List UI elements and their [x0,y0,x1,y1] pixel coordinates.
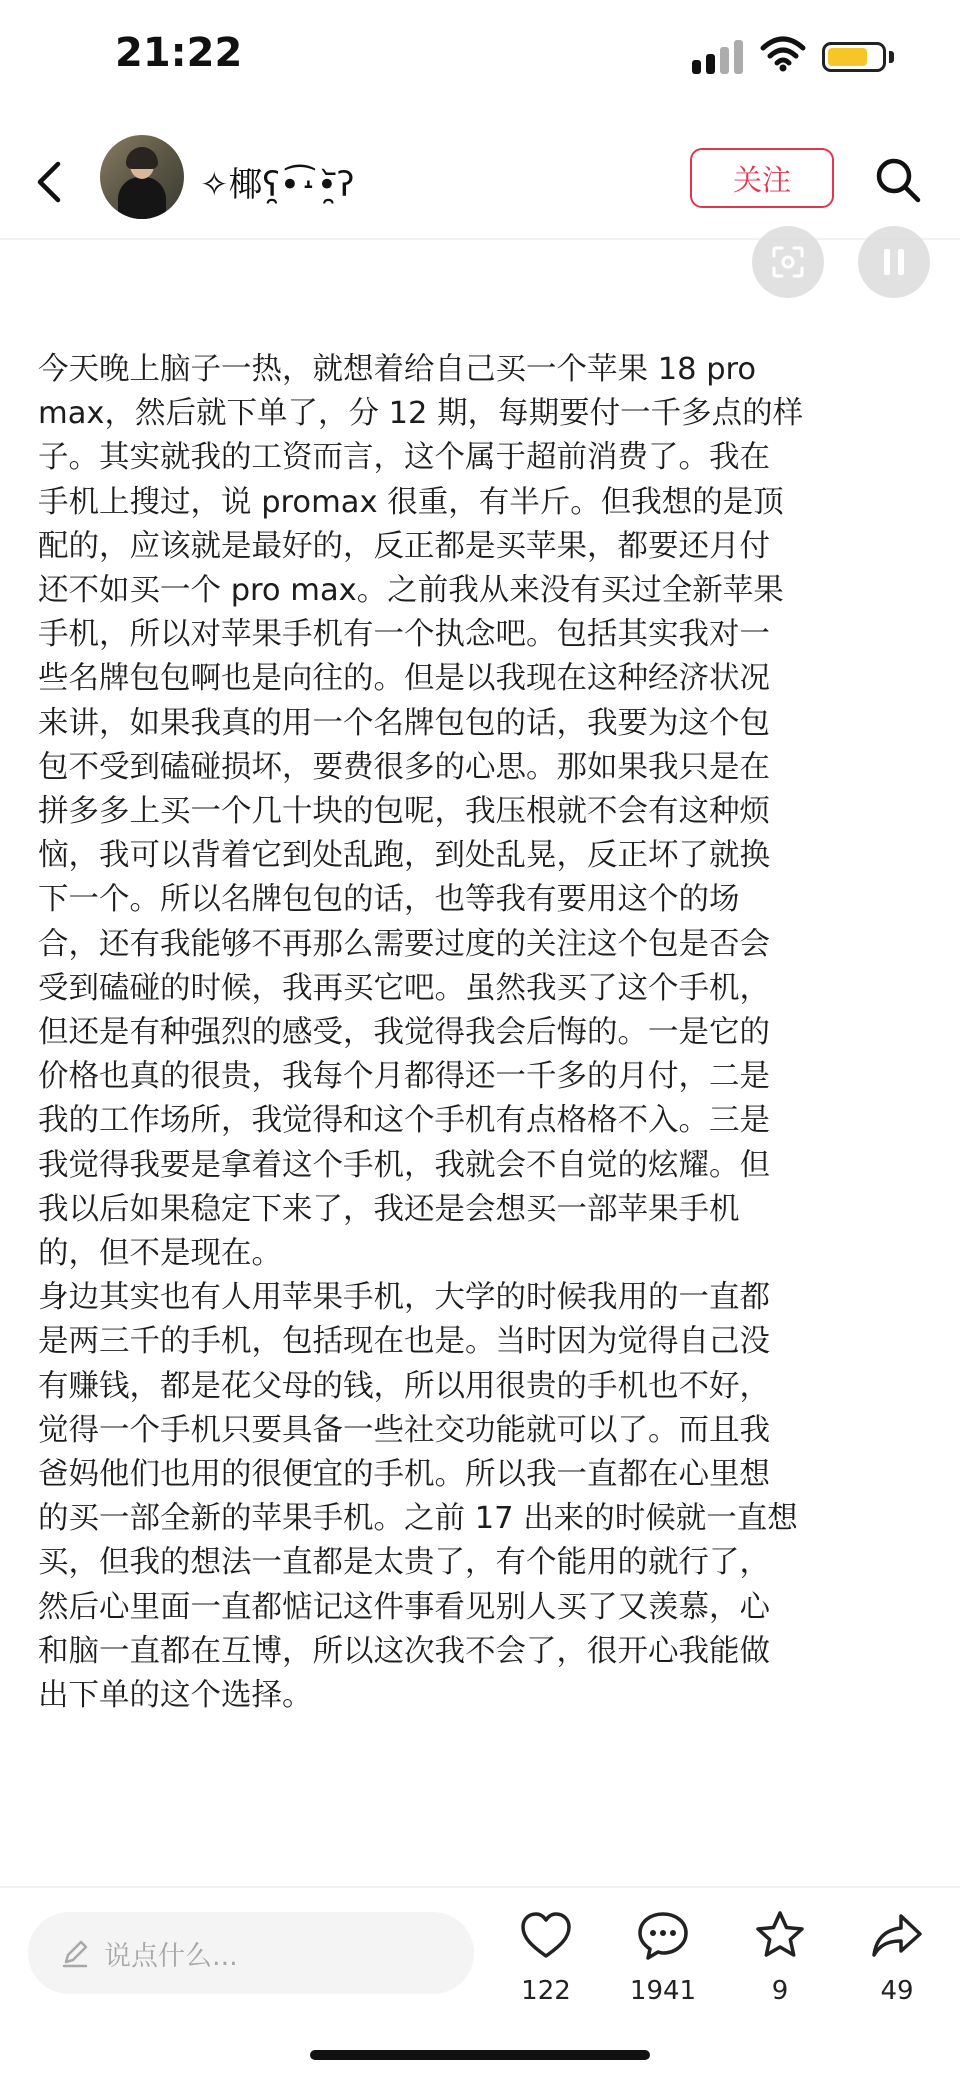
scan-button[interactable] [752,226,824,298]
like-count: 122 [521,1976,571,2006]
search-icon[interactable] [874,156,922,204]
home-indicator [310,2050,650,2060]
favorite-button[interactable] [730,1908,830,2018]
wifi-icon [760,36,806,72]
like-button[interactable] [496,1908,596,2018]
scan-icon [771,245,805,279]
battery-level [828,48,867,66]
comment-input[interactable] [28,1912,474,1994]
pause-button[interactable] [858,226,930,298]
heart-icon [518,1908,574,1964]
comment-count: 1941 [629,1976,697,2006]
comment-bubble-icon [635,1908,691,1964]
bottom-divider [0,1886,960,1888]
battery-tip [889,51,894,63]
username[interactable]: ✧椰ʕ̯•͡˔•̯᷅ʔ [200,165,355,205]
status-time: 21:22 [115,30,243,76]
share-count: 49 [880,1976,914,2006]
post-content [38,348,928,1718]
cellular-signal-icon [692,38,748,74]
battery-icon [822,42,886,72]
favorite-count: 9 [771,1976,789,2006]
status-bar [0,0,960,120]
post-paragraph: 身边其实也有人用苹果手机，大学的时候我用的一直都 是两三千的手机，包括现在也是。当时因为觉得自己没 有赚钱，都是花父母的钱，所以用很贵的手机也不好， 觉得一个手机只要具备一些社交功能就可以了。而且我 爸妈他们也用的很便宜的手机。所以我一直都在心里想 的买一部全新的苹果手机。之前 17 出来的时候就一直想 买，但我的想法一直都是太贵了，有个能用的就行了， 然后心里面一直都惦记这件事看见别人买了又羡慕，心 和脑一直都在互博，所以这次我不会了，很开心我能做 出下单的这个选择。 [38,1280,798,1714]
pause-icon [881,247,907,277]
comment-placeholder: 说点什么... [104,1940,238,1972]
star-icon [752,1908,808,1964]
comment-button[interactable] [613,1908,713,2018]
post-paragraph: 今天晚上脑子一热，就想着给自己买一个苹果 18 pro max，然后就下单了，分 12 期，每期要付一千多点的样 子。其实就我的工资而言，这个属于超前消费了。我在 手机上搜过，说 promax 很重，有半斤。但我想的是顶 配的，应该就是最好的，反正都是买苹果，都要还月付 还不如买一个 pro max。之前我从来没有买过全新苹果 手机，所以对苹果手机有一个执念吧。包括其实我对一 些名牌包包啊也是向往的。但是以我现在这种经济状况 来讲，如果我真的用一个名牌包包的话，我要为这个包 包不受到磕碰损坏，要费很多的心思。那如果我只是在 拼多多上买一个几十块的包呢，我压根就不会有这种烦 恼，我可以背着它到处乱跑，到处乱晃，反正坏了就换 下一个。所以名牌包包的话，也等我有要用这个的场 合，还有我能够不再那么需要过度的关注这个包是否会 受到磕碰的时候，我再买它吧。虽然我买了这个手机， 但还是有种强烈的感受，我觉得我会后悔的。一是它的 价格也真的很贵，我每个月都得还一千多的月付，二是 我的工作场所，我觉得和这个手机有点格格不入。三是 我觉得我要是拿着这个手机，我就会不自觉的炫耀。但 我以后如果稳定下来了，我还是会想买一部苹果手机 的，但不是现在。 [38,352,804,1272]
follow-button[interactable]: 关注 [690,148,834,208]
avatar[interactable] [100,135,184,219]
share-arrow-icon [869,1908,925,1964]
share-button[interactable] [847,1908,947,2018]
chevron-left-icon[interactable] [30,160,70,204]
pencil-icon [58,1936,92,1970]
post-header [0,120,960,240]
